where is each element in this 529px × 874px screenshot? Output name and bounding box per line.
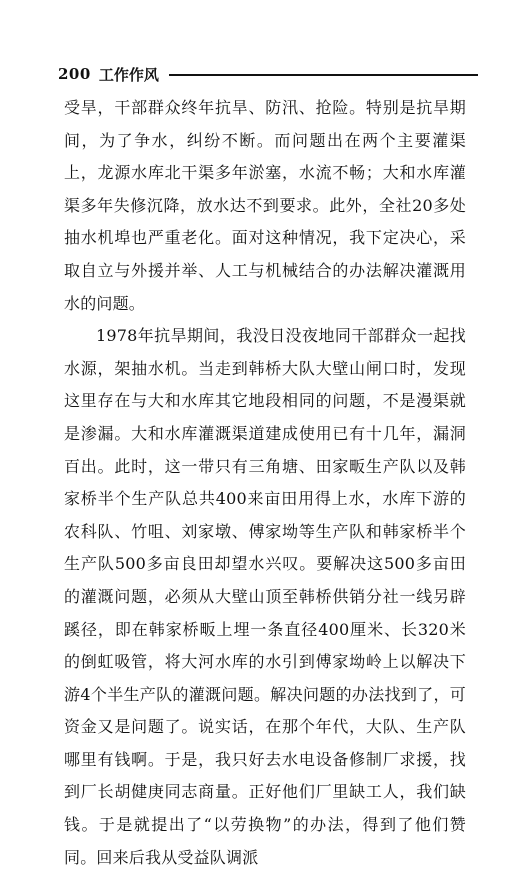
header-rule [169,74,478,76]
body-text [64,92,466,874]
section-title: 工作作风 [98,65,159,84]
paragraph-1: 受旱，干部群众终年抗旱、防汛、抢险。特别是抗旱期间，为了争水，纠纷不断。而问题出在两个主要灌渠上，龙源水库北干渠多年淤塞，水流不畅；大和水库灌渠多年失修沉降，放水达不到要求。此外，全社20多处抽水机埠也严重老化。面对这种情况，我下定决心，采取自立与外援并举、人工与机械结合的办法解决灌溉用水的问题。 [64,98,466,313]
page-number: 200 [58,65,91,83]
running-header [58,62,478,86]
paragraph-2: 1978年抗旱期间，我没日没夜地同干部群众一起找水源，架抽水机。当走到韩桥大队大壁山闸口时，发现这里存在与大和水库其它地段相同的问题，不是漫渠就是渗漏。大和水库灌溉渠道建成使用已有十几年，漏洞百出。此时，这一带只有三角塘、田家畈生产队以及韩家桥半个生产队总共400来亩田用得上水，水库下游的农科队、竹咀、刘家墩、傅家坳等生产队和韩家桥半个生产队500多亩良田却望水兴叹。要解决这500多亩田的灌溉问题，必须从大壁山顶至韩桥供销分社一线另辟蹊径，即在韩家桥畈上埋一条直径400厘米、长320米的倒虹吸管，将大河水库的水引到傅家坳岭上以解决下游4个半生产队的灌溉问题。解决问题的办法找到了，可资金又是问题了。说实话，在那个年代，大队、生产队哪里有钱啊。于是，我只好去水电设备修制厂求援，找到厂长胡健庚同志商量。正好他们厂里缺工人，我们缺钱。于是就提出了“以劳换物”的办法，得到了他们赞同。回来后我从受益队调派 [64,326,466,867]
